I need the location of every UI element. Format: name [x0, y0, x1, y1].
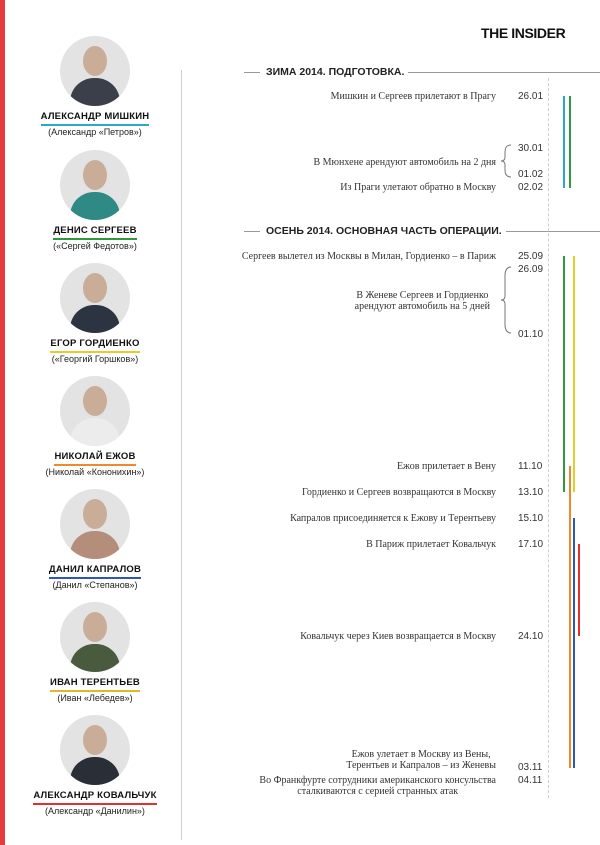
section-title: ОСЕНЬ 2014. ОСНОВНАЯ ЧАСТЬ ОПЕРАЦИИ.	[262, 225, 506, 237]
logo: THE INSIDER	[481, 25, 566, 41]
date-label: 26.01	[518, 91, 544, 102]
person-name: АЛЕКСАНДР КОВАЛЬЧУК	[33, 790, 156, 805]
date-label: 03.11	[518, 762, 543, 773]
event-text: Ежов прилетает в Вену	[396, 461, 496, 472]
sergeev-line	[563, 256, 565, 492]
gordienko-line	[573, 256, 575, 492]
event-text: Из Праги улетают обратно в Москву	[340, 182, 496, 193]
person-card	[30, 376, 160, 477]
person-alias: (Александр «Данилин»)	[45, 806, 145, 816]
date-label: 01.10	[518, 329, 544, 340]
event-text: В Париж прилетает Ковальчук	[366, 539, 496, 550]
avatar	[60, 36, 130, 106]
mishkin-line	[563, 96, 565, 188]
person-alias: («Георгий Горшков»)	[51, 354, 139, 364]
event-text: Ковальчук через Киев возвращается в Москву	[300, 631, 496, 642]
event-text: Мишкин и Сергеев прилетают в Прагу	[330, 91, 496, 102]
event-text: В Женеве Сергеев и Гордиенко арендуют автомобиль на 5 дней	[354, 290, 490, 312]
person-name: ЕГОР ГОРДИЕНКО	[50, 338, 139, 353]
person-card	[30, 263, 160, 364]
person-card	[30, 715, 160, 816]
person-name: АЛЕКСАНДР МИШКИН	[41, 111, 150, 126]
avatar	[60, 602, 130, 672]
sergeev-line	[569, 96, 571, 188]
date-label: 15.10	[518, 513, 544, 524]
section-title: ЗИМА 2014. ПОДГОТОВКА.	[262, 66, 408, 78]
date-range-brace	[500, 144, 512, 178]
date-label: 30.01	[518, 143, 544, 154]
section-header	[232, 225, 600, 237]
event-text: Во Франкфурте сотрудники американского консульства сталкиваются с серией странных атак	[259, 775, 496, 797]
event-text: В Мюнхене арендуют автомобиль на 2 дня	[313, 157, 496, 168]
date-label: 24.10	[518, 631, 544, 642]
date-label: 26.09	[518, 264, 544, 275]
event-text: Ежов улетает в Москву из Вены, Терентьев и Капралов – из Женевы	[346, 749, 496, 771]
avatar	[60, 715, 130, 785]
avatar	[60, 376, 130, 446]
date-label: 01.02	[518, 169, 544, 180]
date-label: 04.11	[518, 775, 543, 786]
column-divider	[181, 70, 182, 840]
timeline-guide	[548, 78, 550, 798]
kovalchuk-line	[578, 544, 580, 636]
avatar	[60, 489, 130, 559]
person-alias: (Николай «Кононихин»)	[45, 467, 145, 477]
date-label: 17.10	[518, 539, 544, 550]
person-name: ДЕНИС СЕРГЕЕВ	[53, 225, 136, 240]
person-card	[30, 36, 160, 137]
event-text: Сергеев вылетел из Москвы в Милан, Гордиенко – в Париж	[241, 251, 496, 262]
person-name: ИВАН ТЕРЕНТЬЕВ	[50, 677, 140, 692]
date-label: 11.10	[518, 461, 543, 472]
event-text: Капралов присоединяется к Ежову и Терентьеву	[290, 513, 496, 524]
date-label: 25.09	[518, 251, 544, 262]
person-name: НИКОЛАЙ ЕЖОВ	[54, 451, 135, 466]
kapralov-line	[573, 518, 575, 768]
person-card	[30, 602, 160, 703]
red-edge-bar	[0, 0, 5, 845]
person-card	[30, 489, 160, 590]
person-alias: (Иван «Лебедев»)	[57, 693, 133, 703]
person-card	[30, 150, 160, 251]
person-alias: (Данил «Степанов»)	[52, 580, 138, 590]
avatar	[60, 150, 130, 220]
ezhov-line	[569, 466, 571, 768]
person-alias: («Сергей Федотов»)	[53, 241, 137, 251]
event-text: Гордиенко и Сергеев возвращаются в Москву	[301, 487, 496, 498]
date-label: 13.10	[518, 487, 544, 498]
date-range-brace	[500, 266, 512, 334]
person-name: ДАНИЛ КАПРАЛОВ	[49, 564, 141, 579]
person-alias: (Александр «Петров»)	[48, 127, 142, 137]
section-header	[232, 66, 600, 78]
date-label: 02.02	[518, 182, 544, 193]
avatar	[60, 263, 130, 333]
